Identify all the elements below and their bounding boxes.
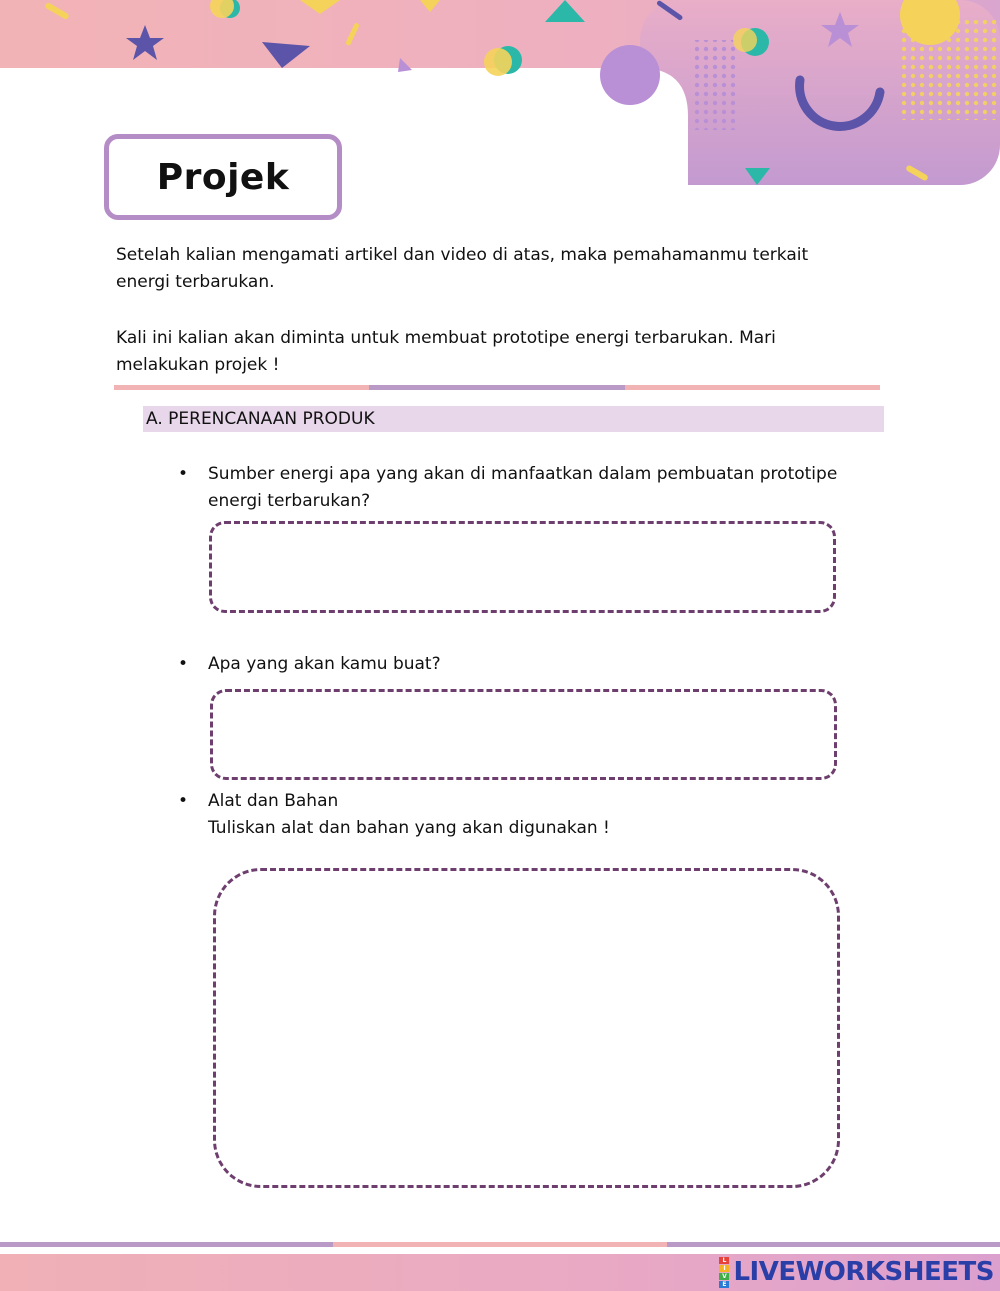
question-3-text: Alat dan Bahan <box>208 791 339 811</box>
answer-box-1[interactable] <box>209 521 836 613</box>
divider <box>114 385 880 390</box>
liveworksheets-logo-icon <box>719 1257 729 1288</box>
page-title: Projek <box>156 156 290 198</box>
bullet: • <box>178 654 189 674</box>
footer-divider <box>0 1242 1000 1247</box>
answer-box-3[interactable] <box>213 868 840 1188</box>
brand[interactable] <box>719 1256 994 1288</box>
question-2-text: Apa yang akan kamu buat? <box>208 654 441 674</box>
logo-letter: L <box>719 1257 729 1264</box>
logo-letter: V <box>719 1273 729 1280</box>
answer-box-2[interactable] <box>210 689 837 780</box>
intro-paragraph-2: Kali ini kalian akan diminta untuk membuat prototipe energi terbarukan. Mari melakukan projek ! <box>116 328 776 375</box>
logo-letter: E <box>719 1281 729 1288</box>
brand-name: LIVEWORKSHEETS <box>733 1257 994 1287</box>
bullet: • <box>178 791 189 811</box>
question-1-text: Sumber energi apa yang akan di manfaatkan dalam pembuatan prototipe energi terbarukan? <box>208 464 838 511</box>
title-box <box>104 134 342 220</box>
question-3-subtext: Tuliskan alat dan bahan yang akan digunakan ! <box>208 818 610 838</box>
intro-paragraph-1: Setelah kalian mengamati artikel dan video di atas, maka pemahamanmu terkait energi terbarukan. <box>116 245 809 292</box>
logo-letter: I <box>719 1265 729 1272</box>
section-heading: A. PERENCANAAN PRODUK <box>143 406 884 432</box>
bullet: • <box>178 464 189 484</box>
